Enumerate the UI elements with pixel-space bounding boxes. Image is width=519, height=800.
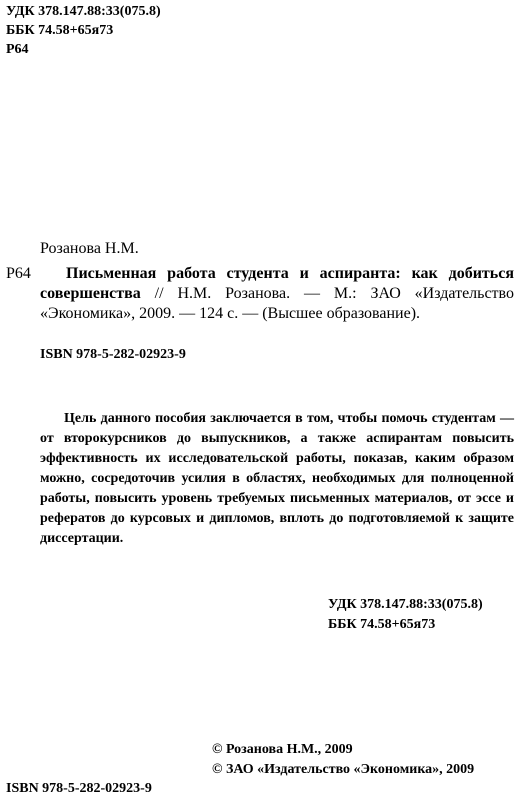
copyright-block: [212, 740, 474, 780]
copyright-author: © Розанова Н.М., 2009: [212, 742, 353, 757]
classification-codes-top: [6, 2, 161, 59]
author-heading: Розанова Н.М.: [40, 240, 139, 257]
book-title: Письменная работа студента и аспиранта: как добиться совершенства: [40, 265, 514, 302]
isbn-line: ISBN 978-5-282-02923-9: [40, 347, 186, 362]
record-author-sign: Р64: [6, 265, 31, 282]
annotation-text: Цель данного пособия заключается в том, чтобы помочь студентам — от второкурсников до выпускников, а также аспирантам повысить эффективность их исследовательской работы, показав, каким образом можно, сосредоточив усилия в областях, необходимых для полноценной работы, повысить уровень требуемых письменных материалов, от эссе и рефератов до курсовых и дипломов, вплоть до подготовляемой к защите диссертации.: [40, 411, 514, 546]
isbn-bottom: ISBN 978-5-282-02923-9: [6, 781, 152, 796]
classification-codes-bottom: [328, 595, 483, 635]
bibliographic-details: // Н.М. Розанова. — М.: ЗАО «Издательство «Экономика», 2009. — 124 с. — (Высшее образование).: [40, 285, 514, 322]
bibliographic-record: [40, 264, 514, 324]
udk-code-bottom: УДК 378.147.88:33(075.8): [328, 597, 483, 612]
author-sign: Р64: [6, 42, 29, 57]
udk-code: УДК 378.147.88:33(075.8): [6, 4, 161, 19]
bbk-code: ББК 74.58+65я73: [6, 23, 114, 38]
bbk-code-bottom: ББК 74.58+65я73: [328, 617, 436, 632]
copyright-publisher: © ЗАО «Издательство «Экономика», 2009: [212, 762, 475, 777]
